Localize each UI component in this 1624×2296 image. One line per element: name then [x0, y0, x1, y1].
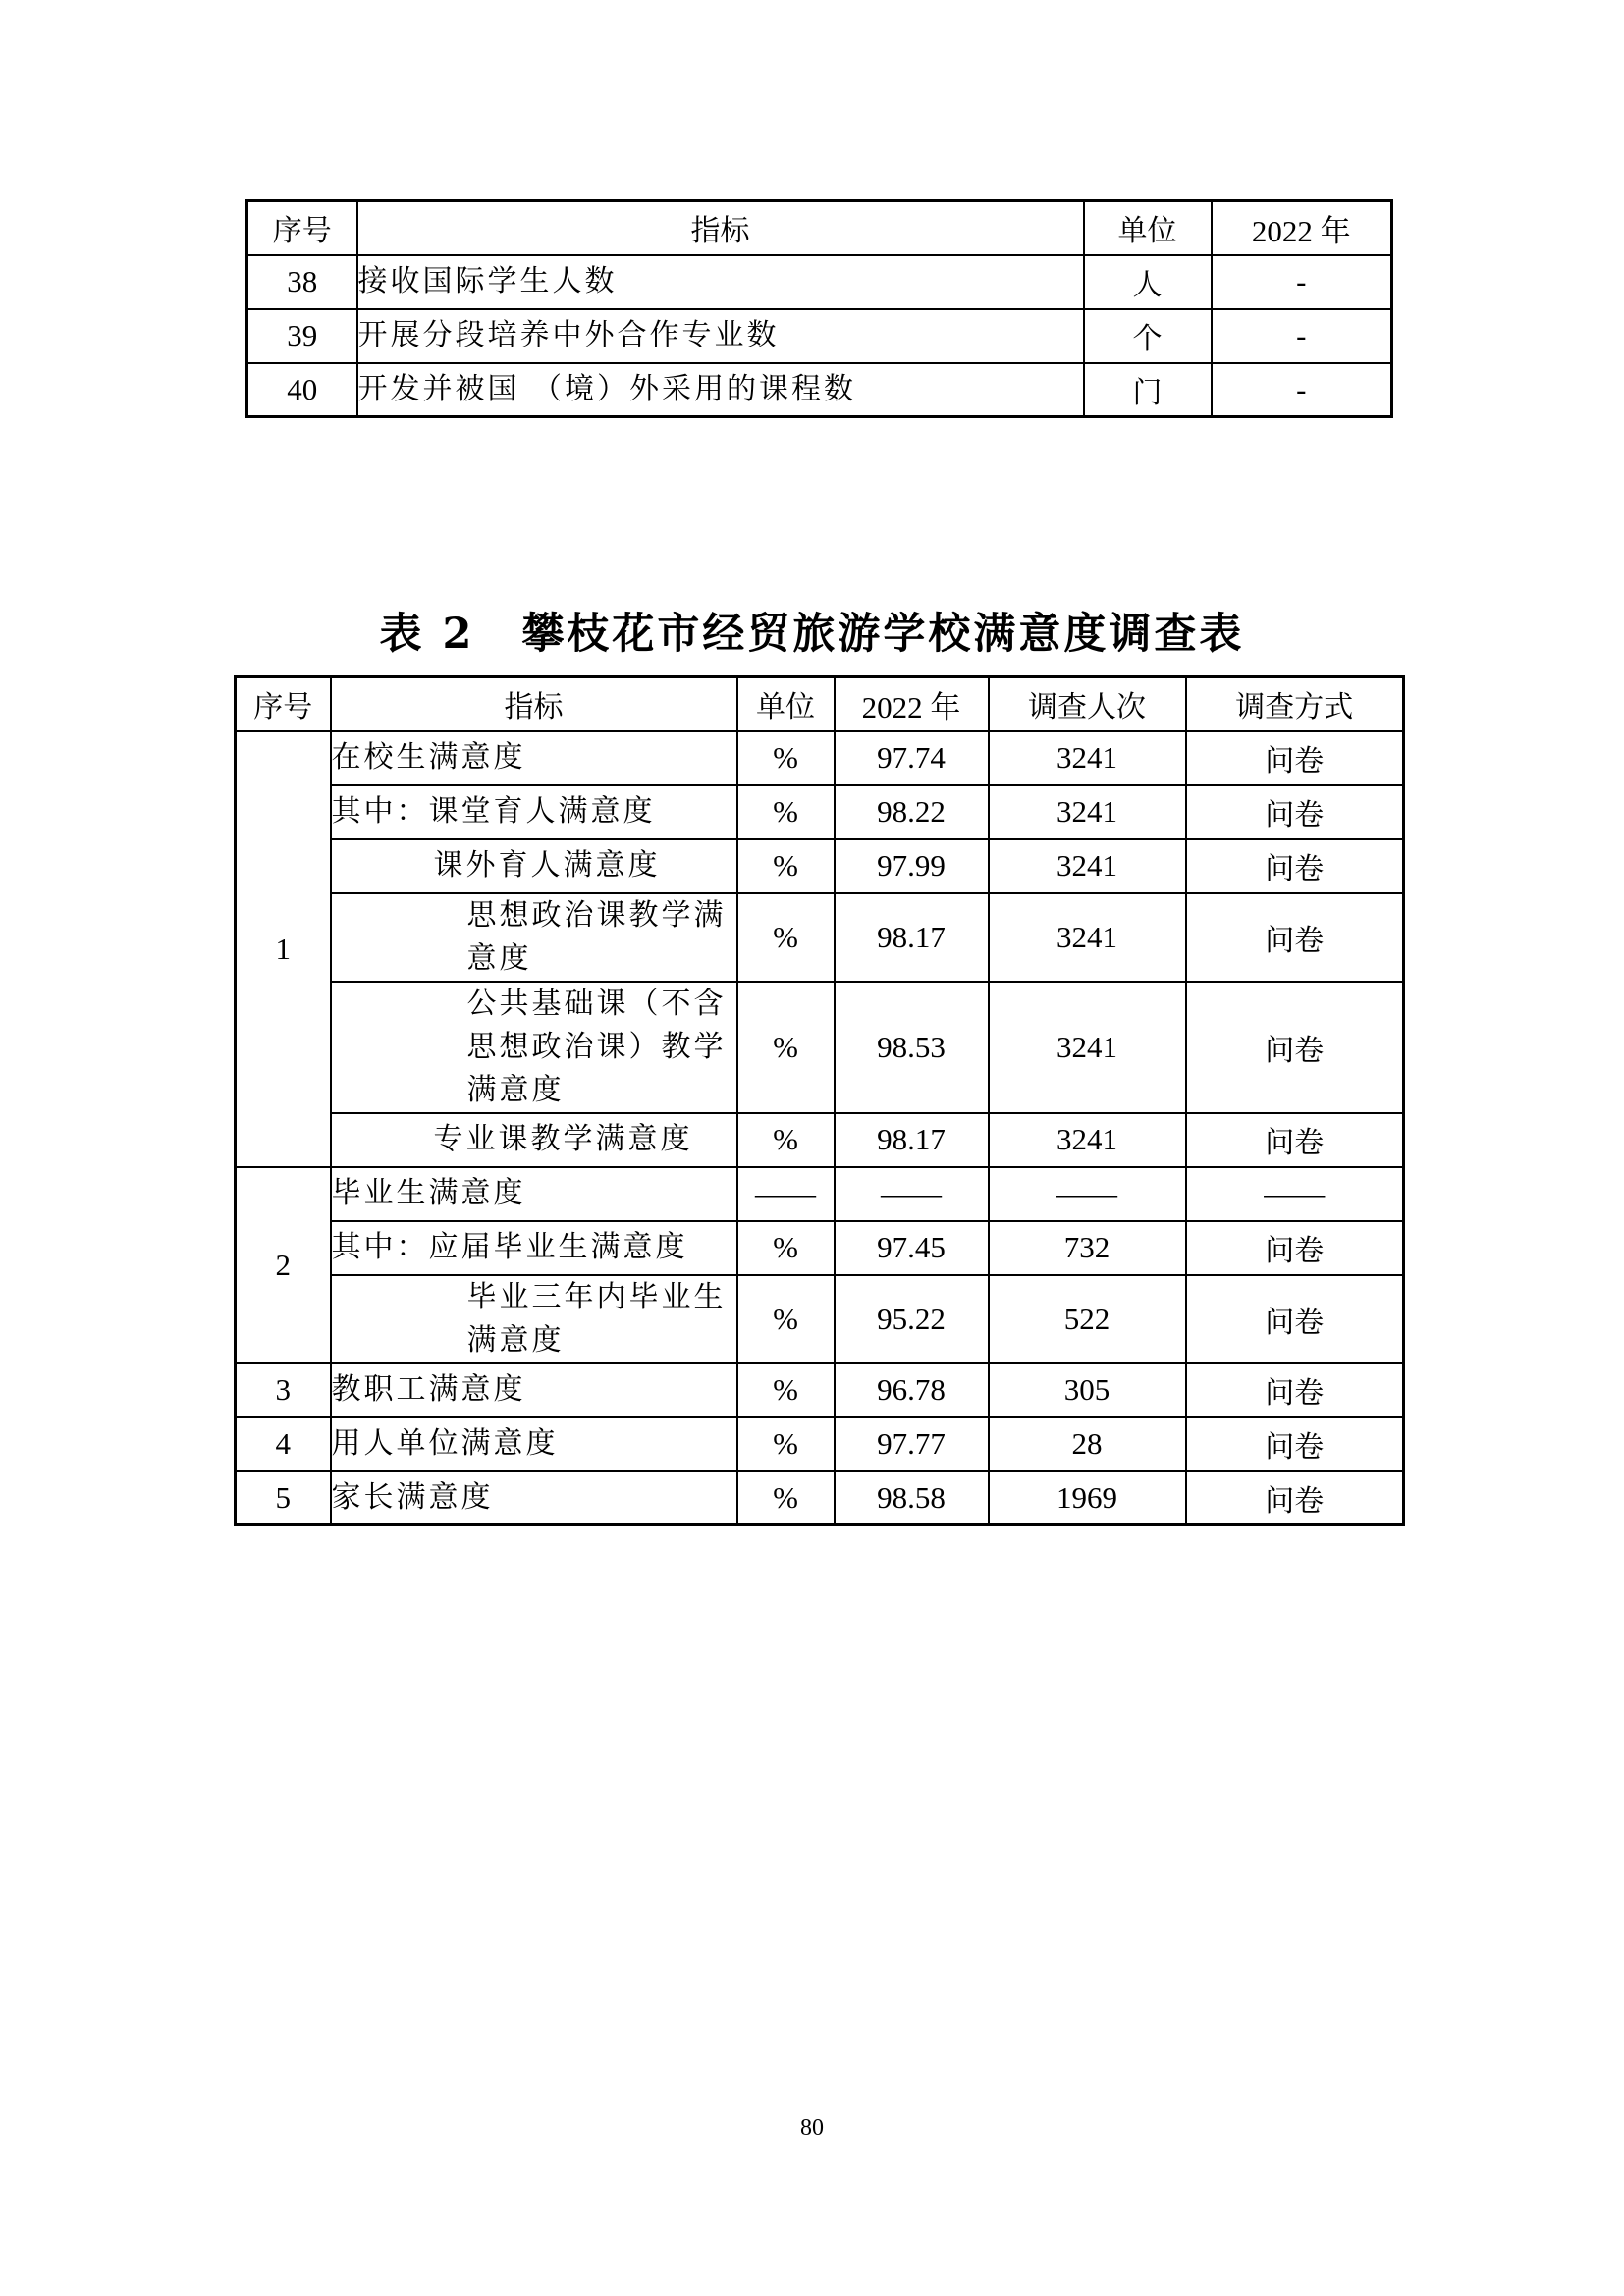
header-no: 序号 [247, 201, 357, 255]
row-unit: % [737, 839, 835, 893]
row-method: 问卷 [1186, 1113, 1404, 1167]
row-indicator: 专业课教学满意度 [331, 1113, 737, 1167]
row-no: 38 [247, 255, 357, 309]
row-count: 3241 [989, 785, 1186, 839]
row-unit: % [737, 1275, 835, 1363]
row-count: 305 [989, 1363, 1186, 1417]
header-indicator: 指标 [331, 677, 737, 731]
row-value: —— [835, 1167, 989, 1221]
page-number: 80 [800, 2115, 824, 2141]
row-count: 1969 [989, 1471, 1186, 1525]
row-no: 4 [236, 1417, 331, 1471]
row-value: 97.45 [835, 1221, 989, 1275]
row-indicator: 教职工满意度 [331, 1363, 737, 1417]
table-title [0, 601, 1624, 661]
satisfaction-survey-table [234, 675, 1405, 1526]
header-year: 2022 年 [1212, 201, 1392, 255]
row-method: 问卷 [1186, 731, 1404, 785]
table-row [236, 1417, 1404, 1471]
table-row [236, 1221, 1404, 1275]
row-method: 问卷 [1186, 1417, 1404, 1471]
row-unit: % [737, 893, 835, 982]
row-no: 3 [236, 1363, 331, 1417]
row-indicator: 毕业生满意度 [331, 1167, 737, 1221]
row-indicator: 毕业三年内毕业生满意度 [331, 1275, 737, 1363]
row-method: 问卷 [1186, 1363, 1404, 1417]
row-no: 5 [236, 1471, 331, 1525]
row-count: 28 [989, 1417, 1186, 1471]
row-count: 732 [989, 1221, 1186, 1275]
row-indicator: 在校生满意度 [331, 731, 737, 785]
row-count: 3241 [989, 982, 1186, 1113]
row-value: 97.77 [835, 1417, 989, 1471]
header-method: 调查方式 [1186, 677, 1404, 731]
table-header-row [247, 201, 1392, 255]
table-row [236, 785, 1404, 839]
row-indicator: 思想政治课教学满意度 [331, 893, 737, 982]
table-header-row [236, 677, 1404, 731]
row-method: 问卷 [1186, 893, 1404, 982]
row-value: 97.74 [835, 731, 989, 785]
table-row [247, 363, 1392, 417]
indicator-table-continued [245, 199, 1393, 418]
row-value: 98.17 [835, 893, 989, 982]
row-value: 98.58 [835, 1471, 989, 1525]
table-row [236, 1113, 1404, 1167]
row-count: 3241 [989, 839, 1186, 893]
table-row [236, 1167, 1404, 1221]
table-row [247, 309, 1392, 363]
table-row [236, 1363, 1404, 1417]
row-unit: % [737, 1221, 835, 1275]
row-no: 40 [247, 363, 357, 417]
row-indicator: 开发并被国 （境）外采用的课程数 [357, 363, 1084, 417]
row-count: 522 [989, 1275, 1186, 1363]
row-count: —— [989, 1167, 1186, 1221]
table-row [236, 1471, 1404, 1525]
header-unit: 单位 [1084, 201, 1212, 255]
row-method: 问卷 [1186, 785, 1404, 839]
row-value: - [1212, 255, 1392, 309]
header-count: 调查人次 [989, 677, 1186, 731]
table-row [236, 1275, 1404, 1363]
row-indicator: 接收国际学生人数 [357, 255, 1084, 309]
row-method: 问卷 [1186, 839, 1404, 893]
row-method: 问卷 [1186, 1471, 1404, 1525]
row-indicator: 其中：应届毕业生满意度 [331, 1221, 737, 1275]
row-method: —— [1186, 1167, 1404, 1221]
row-count: 3241 [989, 731, 1186, 785]
table-row [247, 255, 1392, 309]
row-value: 98.53 [835, 982, 989, 1113]
row-value: 95.22 [835, 1275, 989, 1363]
row-value: - [1212, 309, 1392, 363]
row-method: 问卷 [1186, 1275, 1404, 1363]
row-unit: % [737, 785, 835, 839]
row-indicator: 用人单位满意度 [331, 1417, 737, 1471]
table-row [236, 731, 1404, 785]
row-no: 39 [247, 309, 357, 363]
table-title-text: 攀枝花市经贸旅游学校满意度调查表 [521, 610, 1245, 659]
row-unit: 个 [1084, 309, 1212, 363]
table-row [236, 893, 1404, 982]
header-unit: 单位 [737, 677, 835, 731]
row-value: 97.99 [835, 839, 989, 893]
row-no: 1 [236, 731, 331, 1167]
row-unit: % [737, 731, 835, 785]
row-value: 96.78 [835, 1363, 989, 1417]
row-method: 问卷 [1186, 982, 1404, 1113]
row-unit: 门 [1084, 363, 1212, 417]
header-indicator: 指标 [357, 201, 1084, 255]
row-indicator: 课外育人满意度 [331, 839, 737, 893]
header-year: 2022 年 [835, 677, 989, 731]
table-row [236, 839, 1404, 893]
row-unit: % [737, 1417, 835, 1471]
row-indicator: 家长满意度 [331, 1471, 737, 1525]
row-unit: —— [737, 1167, 835, 1221]
row-value: - [1212, 363, 1392, 417]
row-method: 问卷 [1186, 1221, 1404, 1275]
row-no: 2 [236, 1167, 331, 1363]
row-unit: % [737, 1471, 835, 1525]
row-unit: % [737, 1113, 835, 1167]
row-unit: % [737, 982, 835, 1113]
row-indicator: 公共基础课（不含思想政治课）教学满意度 [331, 982, 737, 1113]
row-count: 3241 [989, 893, 1186, 982]
table-row [236, 982, 1404, 1113]
row-value: 98.17 [835, 1113, 989, 1167]
row-indicator: 其中：课堂育人满意度 [331, 785, 737, 839]
row-indicator: 开展分段培养中外合作专业数 [357, 309, 1084, 363]
row-value: 98.22 [835, 785, 989, 839]
header-no: 序号 [236, 677, 331, 731]
row-unit: 人 [1084, 255, 1212, 309]
table-title-number: 表 2 [379, 610, 475, 659]
row-count: 3241 [989, 1113, 1186, 1167]
row-unit: % [737, 1363, 835, 1417]
